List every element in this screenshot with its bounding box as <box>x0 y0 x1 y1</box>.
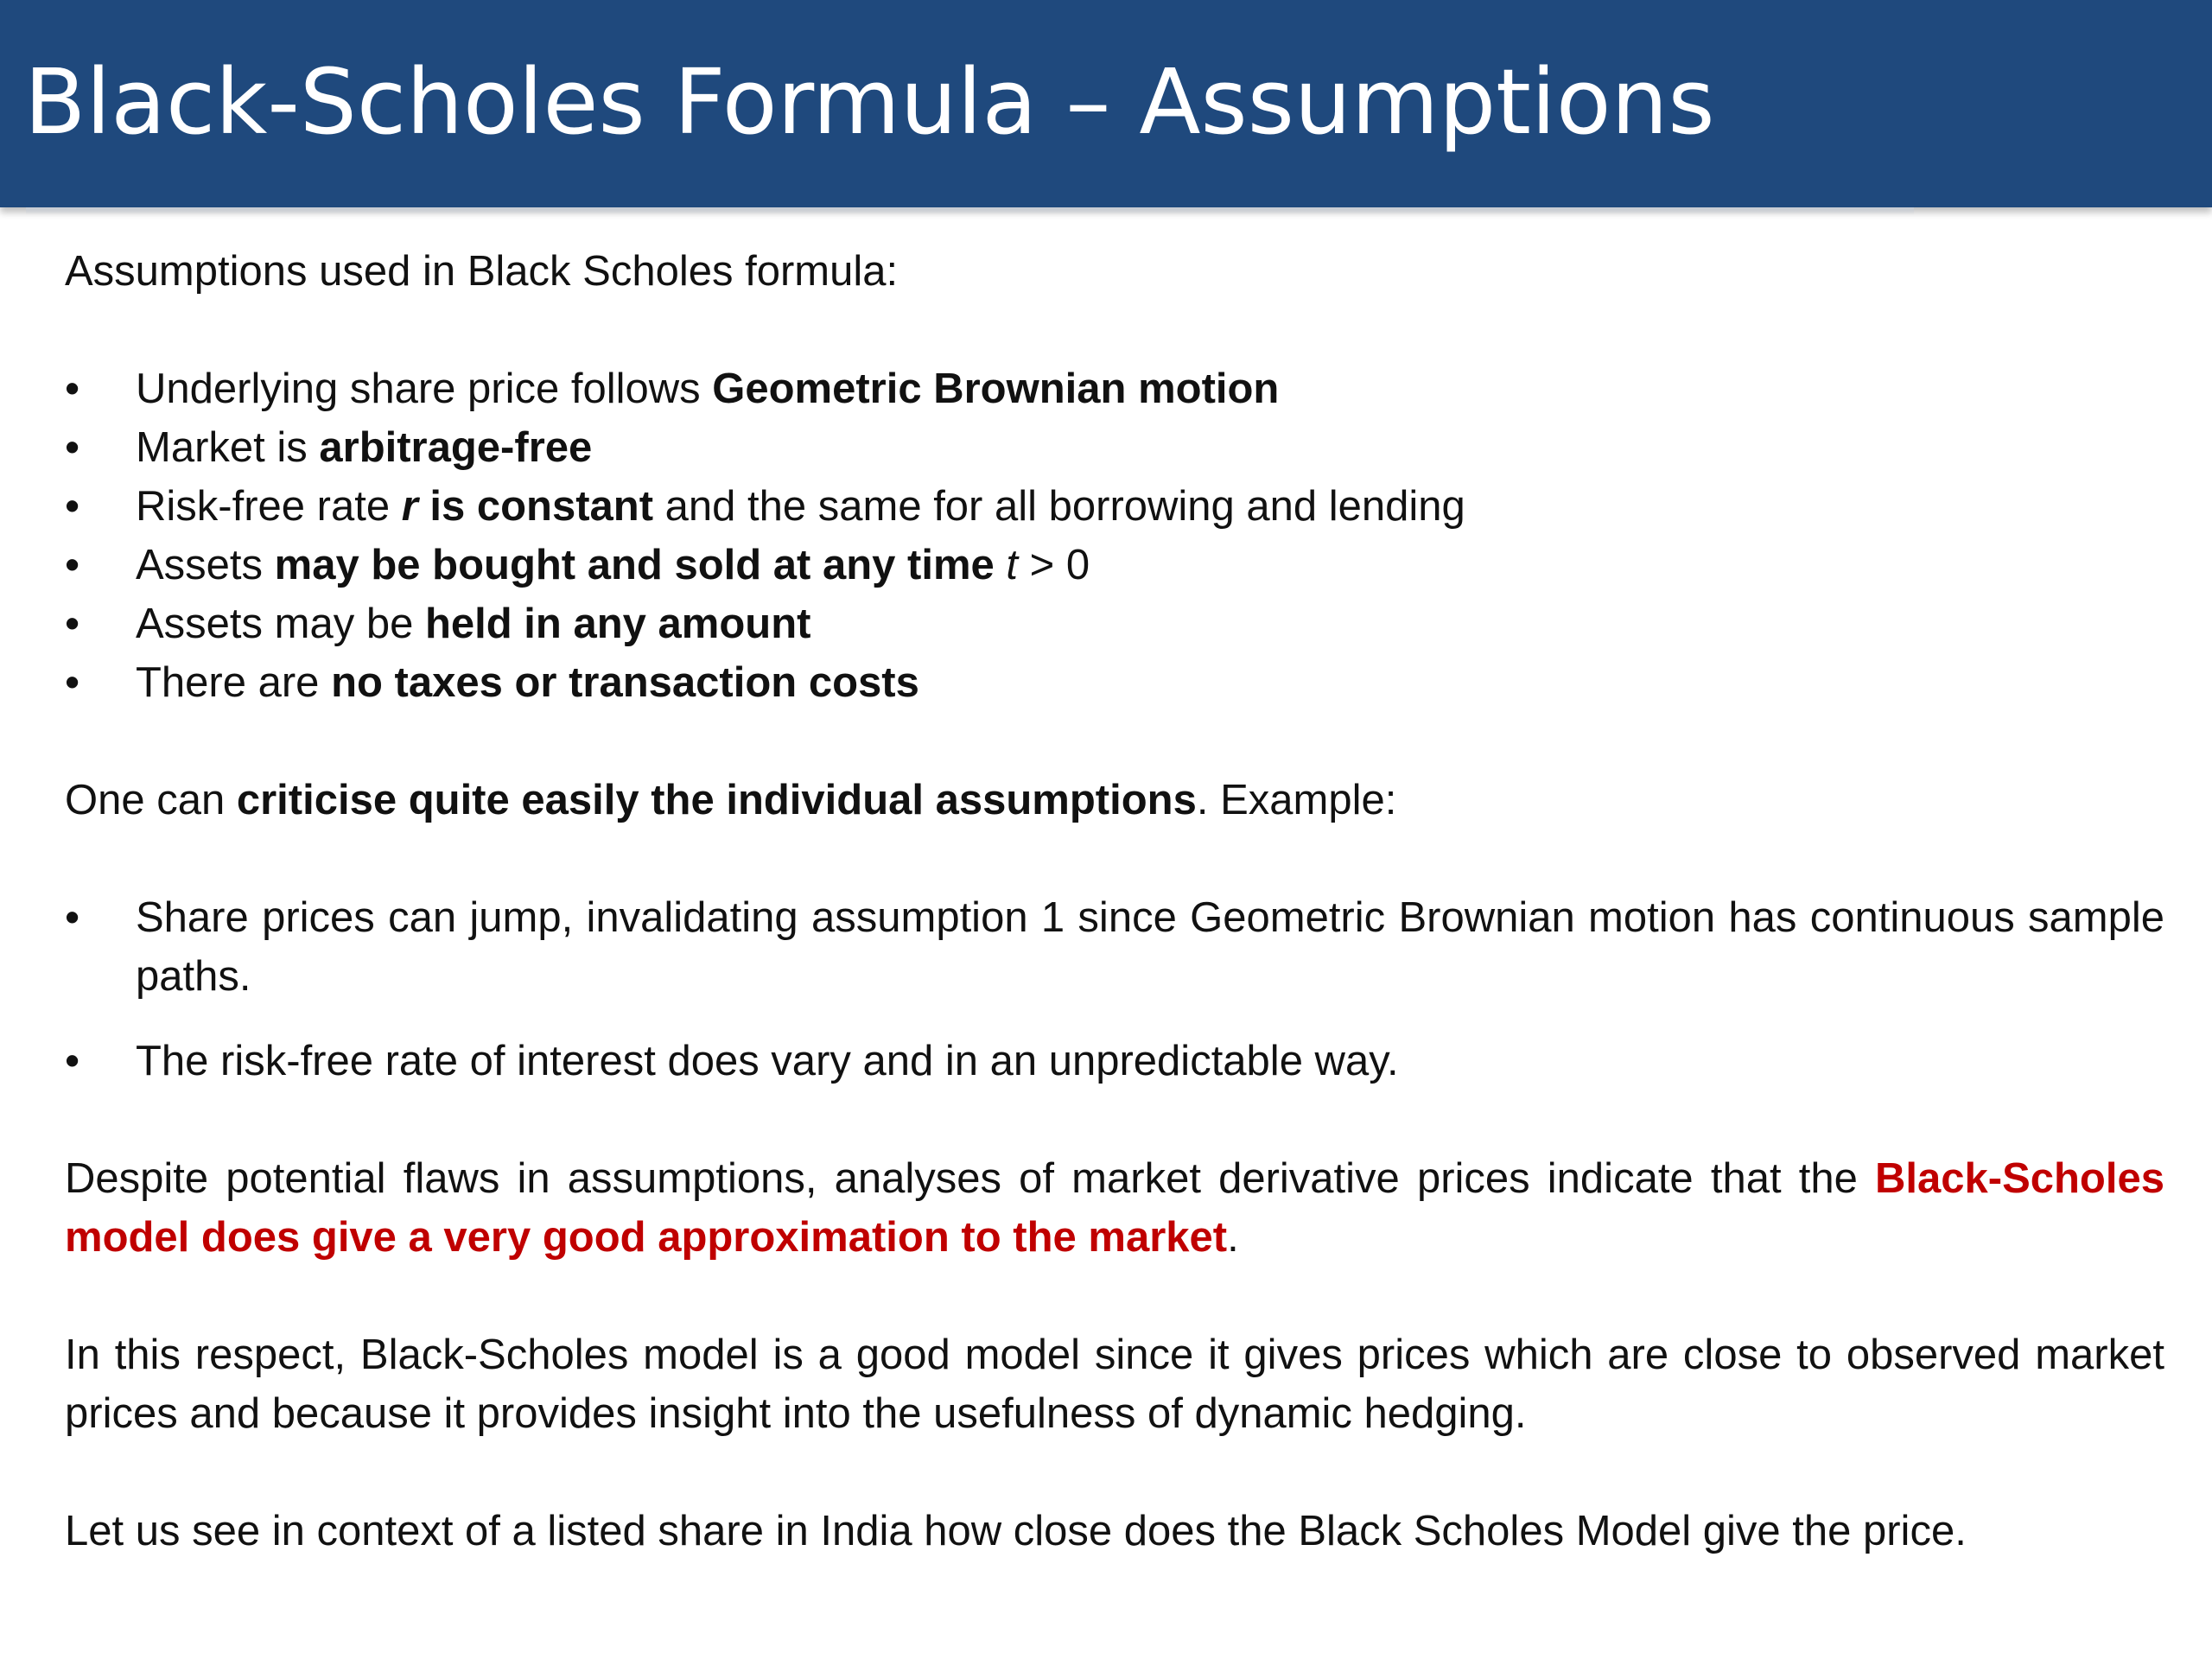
assumption-item: • Underlying share price follows Geometric Brownian motion <box>65 359 2164 418</box>
examples-list <box>65 888 2164 1090</box>
assumption-item: • Market is arbitrage-free <box>65 418 2164 477</box>
intro-text: Assumptions used in Black Scholes formula: <box>65 248 899 295</box>
bullet-icon: • <box>65 1038 80 1084</box>
bullet-icon: • <box>65 483 80 530</box>
slide-title: Black-Scholes Formula – Assumptions <box>24 49 1715 155</box>
bullet-icon: • <box>65 542 80 588</box>
highlight-text: Black-Scholes model does give a very good approximation to the market <box>65 1155 2164 1261</box>
assumption-item: • Assets may be bought and sold at any time t > 0 <box>65 536 2164 594</box>
closing-text: Let us see in context of a listed share in India how close does the Black Scholes Model give the price. <box>65 1508 1967 1554</box>
title-bar <box>0 0 2212 207</box>
example-item: • The risk-free rate of interest does vary and in an unpredictable way. <box>65 1032 2164 1090</box>
bullet-icon: • <box>65 894 80 941</box>
bullet-icon: • <box>65 365 80 412</box>
assumption-item: • Risk-free rate r is constant and the same for all borrowing and lending <box>65 477 2164 536</box>
bullet-icon: • <box>65 424 80 471</box>
slide-body <box>65 242 2164 1560</box>
title-underline <box>26 207 1914 214</box>
assumptions-list <box>65 359 2164 712</box>
assumption-item: • Assets may be held in any amount <box>65 594 2164 653</box>
despite-text: Despite potential flaws in assumptions, analyses of market derivative prices indicate that the Black-Scholes model does give a very good approximation to the market. <box>65 1155 2164 1261</box>
respect-text: In this respect, Black-Scholes model is a good model since it gives prices which are close to observed market prices and because it provides insight into the usefulness of dynamic hedging. <box>65 1332 2164 1437</box>
bullet-icon: • <box>65 601 80 647</box>
assumption-item: • There are no taxes or transaction costs <box>65 653 2164 712</box>
criticism-text: One can criticise quite easily the individual assumptions. Example: <box>65 777 1397 823</box>
bullet-icon: • <box>65 659 80 706</box>
example-item: • Share prices can jump, invalidating assumption 1 since Geometric Brownian motion has continuous sample paths. <box>65 888 2164 1006</box>
